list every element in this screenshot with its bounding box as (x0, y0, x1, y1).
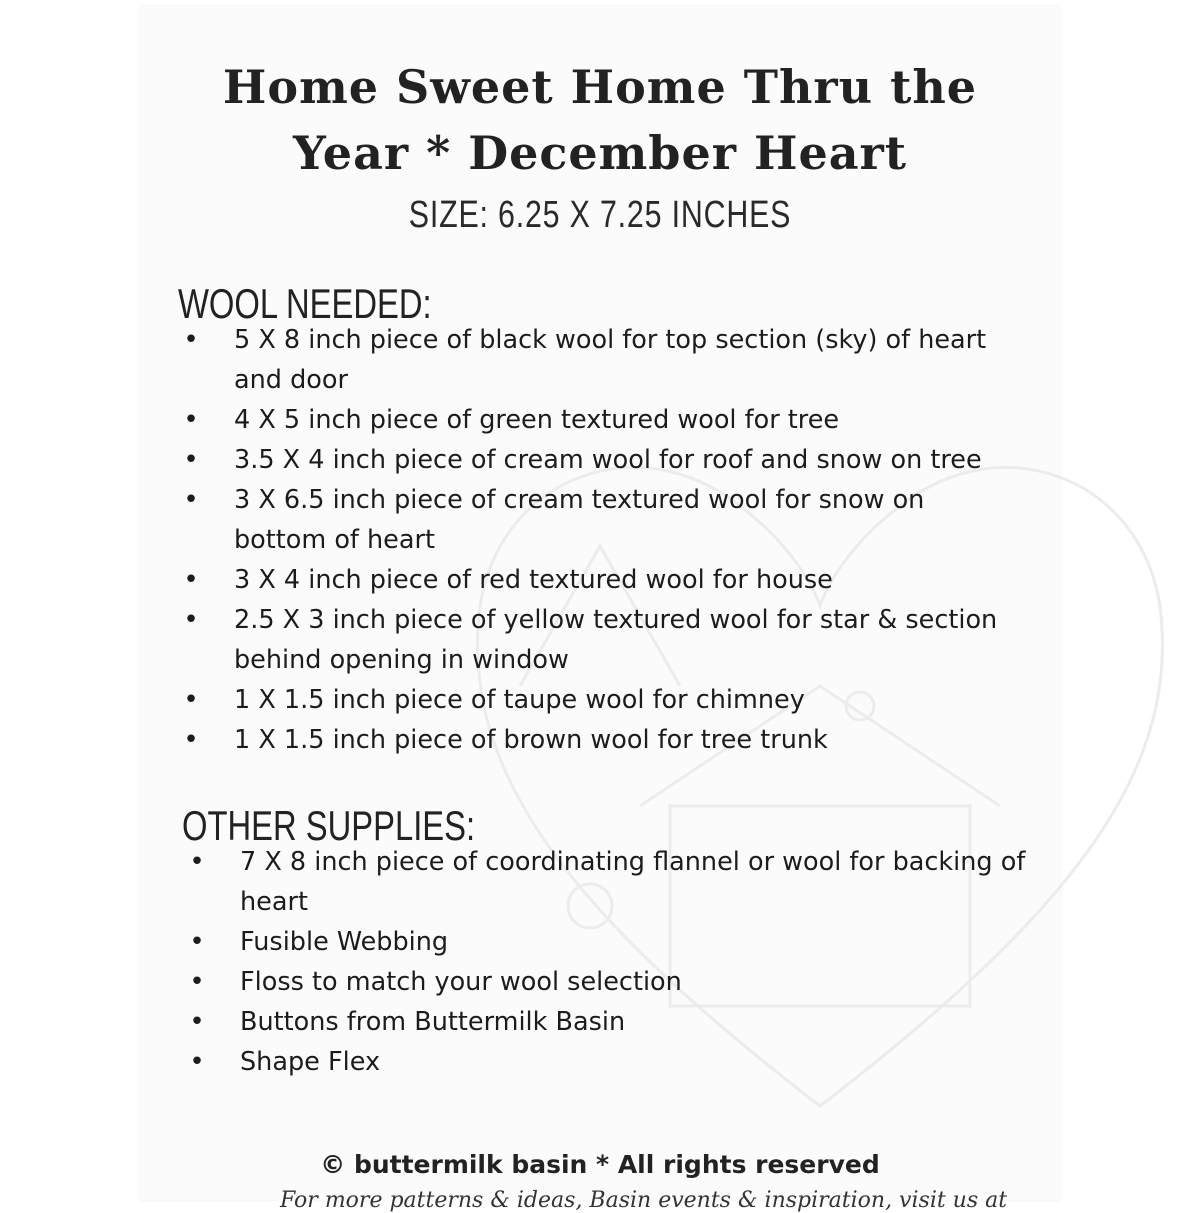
cutoff-footer-line: For more patterns & ideas, Basin events & inspiration, visit us at (280, 1188, 1008, 1213)
size-subtitle: SIZE: 6.25 X 7.25 INCHES (408, 194, 792, 236)
list-item (183, 440, 1024, 480)
list-item (189, 922, 1030, 962)
pattern-title-line-1: Home Sweet Home Thru the (222, 60, 978, 114)
list-item (183, 480, 1024, 560)
bullet-icon: • (189, 847, 205, 877)
bullet-icon: • (189, 1047, 205, 1077)
bullet-icon: • (183, 485, 199, 515)
list-item (183, 600, 1024, 680)
other-supplies-list (189, 842, 1030, 1082)
bullet-icon: • (183, 445, 199, 475)
list-item (189, 1002, 1030, 1042)
list-item-text: 2.5 X 3 inch piece of yellow textured wool for star & section behind opening in window (234, 605, 998, 675)
list-item-text: 3.5 X 4 inch piece of cream wool for roof and snow on tree (234, 445, 982, 475)
copyright-footer: © buttermilk basin * All rights reserved (320, 1150, 880, 1179)
list-item-text: 3 X 4 inch piece of red textured wool for house (234, 565, 833, 595)
bullet-icon: • (189, 927, 205, 957)
bullet-icon: • (183, 685, 199, 715)
bullet-icon: • (183, 725, 199, 755)
bullet-icon: • (189, 1007, 205, 1037)
list-item (189, 842, 1030, 922)
list-item-text: Floss to match your wool selection (240, 967, 682, 997)
list-item-text: 3 X 6.5 inch piece of cream textured wool for snow on bottom of heart (234, 485, 925, 555)
pattern-title-line-2: Year * December Heart (292, 126, 908, 180)
pattern-page (140, 6, 1060, 1213)
list-item (183, 560, 1024, 600)
list-item (189, 962, 1030, 1002)
list-item-text: Buttons from Buttermilk Basin (240, 1007, 626, 1037)
bullet-icon: • (183, 605, 199, 635)
list-item (183, 400, 1024, 440)
wool-needed-list (183, 320, 1024, 760)
bullet-icon: • (189, 967, 205, 997)
list-item-text: 5 X 8 inch piece of black wool for top section (sky) of heart and door (234, 325, 987, 395)
bullet-icon: • (183, 405, 199, 435)
list-item-text: 1 X 1.5 inch piece of brown wool for tree trunk (234, 725, 828, 755)
list-item (183, 320, 1024, 400)
list-item (183, 720, 1024, 760)
bullet-icon: • (183, 565, 199, 595)
list-item-text: 7 X 8 inch piece of coordinating flannel or wool for backing of heart (240, 847, 1026, 917)
wool-needed-heading: WOOL NEEDED: (178, 280, 432, 327)
bullet-icon: • (183, 325, 199, 355)
other-supplies-heading: OTHER SUPPLIES: (182, 802, 476, 849)
list-item-text: Fusible Webbing (240, 927, 449, 957)
list-item (189, 1042, 1030, 1082)
list-item-text: Shape Flex (240, 1047, 381, 1077)
list-item-text: 4 X 5 inch piece of green textured wool for tree (234, 405, 840, 435)
list-item (183, 680, 1024, 720)
list-item-text: 1 X 1.5 inch piece of taupe wool for chimney (234, 685, 805, 715)
